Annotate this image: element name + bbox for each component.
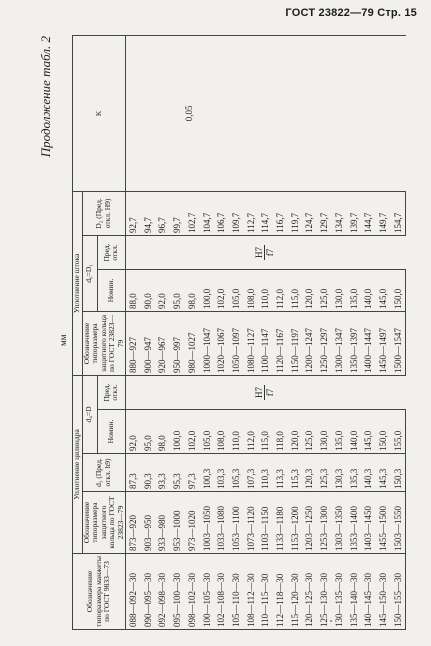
header-rod-ring-designation: Обозначение типоразмера защитного кольца по ГОСТ 23823—79 bbox=[82, 311, 126, 375]
cell-d6-nominal: 98,0 bbox=[185, 269, 200, 311]
cell-d5: 144,7 bbox=[361, 191, 376, 235]
cell-cyl-ring-designation: 953—1000 bbox=[170, 492, 185, 554]
cell-d3: 87,3 bbox=[126, 454, 141, 492]
cell-cyl-ring-designation: 933—980 bbox=[155, 492, 170, 554]
cell-d3: 100,3 bbox=[200, 454, 215, 492]
cell-manzheta-designation: 125—130—30 bbox=[317, 554, 332, 630]
cell-d4-nominal: 92,0 bbox=[126, 410, 141, 454]
cell-d4-nominal: 135,0 bbox=[332, 410, 347, 454]
cell-d6-tolerance bbox=[126, 235, 406, 269]
cell-manzheta-designation: 150—155—30 bbox=[391, 554, 406, 630]
cell-rod-ring-designation: 1500—1547 bbox=[391, 311, 406, 375]
cell-d5: 106,7 bbox=[214, 191, 229, 235]
cell-d5: 149,7 bbox=[376, 191, 391, 235]
cell-rod-ring-designation: 950—997 bbox=[170, 311, 185, 375]
cell-d3: 95,3 bbox=[170, 454, 185, 492]
cell-rod-ring-designation: 900—947 bbox=[141, 311, 156, 375]
cell-d5: 119,7 bbox=[288, 191, 303, 235]
cell-rod-ring-designation: 1050—1097 bbox=[229, 311, 244, 375]
cell-d6-nominal: 150,0 bbox=[391, 269, 406, 311]
cell-d5: 154,7 bbox=[391, 191, 406, 235]
cell-cyl-ring-designation: 1253—1300 bbox=[317, 492, 332, 554]
header-cylinder-group: Уплотнение цилиндра bbox=[73, 375, 83, 553]
cell-cyl-ring-designation: 1073—1120 bbox=[244, 492, 259, 554]
cell-d5: 124,7 bbox=[302, 191, 317, 235]
cell-d5: 129,7 bbox=[317, 191, 332, 235]
cell-manzheta-designation: 112—118—30 bbox=[273, 554, 288, 630]
header-cyl-ring-designation: Обозначение типоразмера защитного кольца по ГОСТ 23823—79 bbox=[82, 492, 126, 554]
header-d6-deviation: Пред. откл. bbox=[97, 235, 125, 269]
cell-d6-nominal: 102,0 bbox=[214, 269, 229, 311]
cell-d4-nominal: 145,0 bbox=[361, 410, 376, 454]
cell-manzheta-designation: 090—095—30 bbox=[141, 554, 156, 630]
cell-d5: 112,7 bbox=[244, 191, 259, 235]
cell-d4-nominal: 100,0 bbox=[170, 410, 185, 454]
cell-cyl-ring-designation: 1455—1500 bbox=[376, 492, 391, 554]
cell-d4-nominal: 102,0 bbox=[185, 410, 200, 454]
cell-k-value: 0,05 bbox=[126, 35, 406, 191]
cell-d3: 113,3 bbox=[273, 454, 288, 492]
cell-d6-nominal: 90,0 bbox=[141, 269, 156, 311]
cell-d5: 109,7 bbox=[229, 191, 244, 235]
cell-d5: 114,7 bbox=[258, 191, 273, 235]
cell-rod-ring-designation: 1450—1497 bbox=[376, 311, 391, 375]
cell-d3: 135,3 bbox=[347, 454, 362, 492]
cell-d4-nominal: 120,0 bbox=[288, 410, 303, 454]
cell-rod-ring-designation: 1300—1347 bbox=[332, 311, 347, 375]
cell-d4-nominal: 130,0 bbox=[317, 410, 332, 454]
cell-d5: 102,7 bbox=[185, 191, 200, 235]
cell-d3: 115,3 bbox=[288, 454, 303, 492]
cell-rod-ring-designation: 1350—1397 bbox=[347, 311, 362, 375]
header-manzheta-designation: Обозначение типоразмера манжеты по ГОСТ 9833—73 bbox=[73, 554, 126, 630]
unit-label: мм bbox=[58, 334, 68, 346]
cell-d4-nominal: 110,0 bbox=[229, 410, 244, 454]
cell-d6-nominal: 92,0 bbox=[155, 269, 170, 311]
cell-manzheta-designation: 100—105—30 bbox=[200, 554, 215, 630]
cell-cyl-ring-designation: 1503—1550 bbox=[391, 492, 406, 554]
cell-d6-nominal: 145,0 bbox=[376, 269, 391, 311]
cell-cyl-ring-designation: 973—1020 bbox=[185, 492, 200, 554]
cell-d3: 93,3 bbox=[155, 454, 170, 492]
cell-rod-ring-designation: 1120—1167 bbox=[273, 311, 288, 375]
cell-rod-ring-designation: 1150—1197 bbox=[288, 311, 303, 375]
cell-d3: 125,3 bbox=[317, 454, 332, 492]
cell-d3: 145,3 bbox=[376, 454, 391, 492]
cell-cyl-ring-designation: 1303—1350 bbox=[332, 492, 347, 554]
cell-d3: 130,3 bbox=[332, 454, 347, 492]
cell-d4-nominal: 150,0 bbox=[376, 410, 391, 454]
cell-manzheta-designation: 140—145—30 bbox=[361, 554, 376, 630]
cell-d6-nominal: 125,0 bbox=[317, 269, 332, 311]
cell-manzheta-designation: 120—125—30 bbox=[302, 554, 317, 630]
cell-cyl-ring-designation: 873—920 bbox=[126, 492, 141, 554]
cell-manzheta-designation: 145—150—30 bbox=[376, 554, 391, 630]
cell-rod-ring-designation: 1080—1127 bbox=[244, 311, 259, 375]
continuation-caption: Продолжение табл. 2 bbox=[38, 36, 53, 158]
cell-d4-nominal: 155,0 bbox=[391, 410, 406, 454]
cell-manzheta-designation: 095—100—30 bbox=[170, 554, 185, 630]
scan-speck bbox=[330, 620, 332, 622]
cell-cyl-ring-designation: 1203—1250 bbox=[302, 492, 317, 554]
cell-d6-nominal: 120,0 bbox=[302, 269, 317, 311]
cell-d4-nominal: 112,0 bbox=[244, 410, 259, 454]
cell-d6-nominal: 130,0 bbox=[332, 269, 347, 311]
cell-cyl-ring-designation: 1403—1450 bbox=[361, 492, 376, 554]
cell-d4-nominal: 98,0 bbox=[155, 410, 170, 454]
cell-d6-nominal: 95,0 bbox=[170, 269, 185, 311]
cell-rod-ring-designation: 1100—1147 bbox=[258, 311, 273, 375]
cell-rod-ring-designation: 1200—1247 bbox=[302, 311, 317, 375]
cell-d4-tolerance bbox=[126, 375, 406, 409]
cell-d6-nominal: 105,0 bbox=[229, 269, 244, 311]
header-d4-nominal: Номин. bbox=[97, 410, 125, 454]
tol-d4-bottom: f7 bbox=[265, 388, 276, 397]
cell-d3: 107,3 bbox=[244, 454, 259, 492]
cell-rod-ring-designation: 1400—1447 bbox=[361, 311, 376, 375]
cell-d6-nominal: 140,0 bbox=[361, 269, 376, 311]
cell-cyl-ring-designation: 903—950 bbox=[141, 492, 156, 554]
cell-d5: 99,7 bbox=[170, 191, 185, 235]
page-header: ГОСТ 23822—79 Стр. 15 bbox=[285, 7, 417, 19]
cell-d4-nominal: 115,0 bbox=[258, 410, 273, 454]
header-d3: d₃ (Пред. откл. h9) bbox=[82, 454, 126, 492]
dimensions-table bbox=[72, 35, 406, 630]
cell-d6-nominal: 100,0 bbox=[200, 269, 215, 311]
tol-d6-top: H7 bbox=[254, 246, 265, 258]
cell-d3: 103,3 bbox=[214, 454, 229, 492]
cell-manzheta-designation: 110—115—30 bbox=[258, 554, 273, 630]
header-d6-group: d₆=D₁ bbox=[82, 235, 97, 311]
header-d6-nominal: Номин. bbox=[97, 269, 125, 311]
header-d4-group: d₄=D bbox=[82, 375, 97, 453]
table-row bbox=[126, 35, 141, 629]
cell-manzheta-designation: 092—098—30 bbox=[155, 554, 170, 630]
header-d5: D₂ (Пред. откл. H9) bbox=[82, 191, 126, 235]
cell-d5: 134,7 bbox=[332, 191, 347, 235]
cell-rod-ring-designation: 880—927 bbox=[126, 311, 141, 375]
cell-d3: 105,3 bbox=[229, 454, 244, 492]
cell-d5: 92,7 bbox=[126, 191, 141, 235]
cell-manzheta-designation: 115—120—30 bbox=[288, 554, 303, 630]
header-k: K bbox=[73, 35, 126, 191]
cell-d3: 97,3 bbox=[185, 454, 200, 492]
cell-rod-ring-designation: 1020—1067 bbox=[214, 311, 229, 375]
cell-d4-nominal: 140,0 bbox=[347, 410, 362, 454]
cell-d4-nominal: 95,0 bbox=[141, 410, 156, 454]
cell-d5: 104,7 bbox=[200, 191, 215, 235]
cell-d3: 120,3 bbox=[302, 454, 317, 492]
cell-d6-nominal: 108,0 bbox=[244, 269, 259, 311]
cell-manzheta-designation: 102—108—30 bbox=[214, 554, 229, 630]
cell-cyl-ring-designation: 1153—1200 bbox=[288, 492, 303, 554]
cell-manzheta-designation: 088—092—30 bbox=[126, 554, 141, 630]
cell-d4-nominal: 105,0 bbox=[200, 410, 215, 454]
cell-d5: 96,7 bbox=[155, 191, 170, 235]
cell-d3: 150,3 bbox=[391, 454, 406, 492]
cell-d6-nominal: 110,0 bbox=[258, 269, 273, 311]
cell-d3: 90,3 bbox=[141, 454, 156, 492]
cell-cyl-ring-designation: 1053—1100 bbox=[229, 492, 244, 554]
cell-manzheta-designation: 105—110—30 bbox=[229, 554, 244, 630]
cell-d5: 116,7 bbox=[273, 191, 288, 235]
cell-d6-nominal: 115,0 bbox=[288, 269, 303, 311]
cell-d3: 140,3 bbox=[361, 454, 376, 492]
cell-d5: 94,7 bbox=[141, 191, 156, 235]
cell-d5: 139,7 bbox=[347, 191, 362, 235]
cell-cyl-ring-designation: 1133—1180 bbox=[273, 492, 288, 554]
cell-d4-nominal: 108,0 bbox=[214, 410, 229, 454]
cell-d4-nominal: 118,0 bbox=[273, 410, 288, 454]
header-rod-group: Уплотнение штока bbox=[73, 191, 83, 375]
cell-cyl-ring-designation: 1033—1080 bbox=[214, 492, 229, 554]
cell-d6-nominal: 135,0 bbox=[347, 269, 362, 311]
cell-rod-ring-designation: 980—1027 bbox=[185, 311, 200, 375]
cell-cyl-ring-designation: 1003—1050 bbox=[200, 492, 215, 554]
cell-manzheta-designation: 108—112—30 bbox=[244, 554, 259, 630]
tol-d4-top: H7 bbox=[254, 386, 265, 398]
cell-rod-ring-designation: 1250—1297 bbox=[317, 311, 332, 375]
cell-d6-nominal: 88,0 bbox=[126, 269, 141, 311]
cell-manzheta-designation: 135—140—30 bbox=[347, 554, 362, 630]
header-d4-deviation: Пред. откл. bbox=[97, 375, 125, 409]
cell-d6-nominal: 112,0 bbox=[273, 269, 288, 311]
rotated-table-sheet bbox=[36, 30, 403, 630]
tol-d6-bottom: f7 bbox=[265, 248, 276, 257]
cell-manzheta-designation: 098—102—30 bbox=[185, 554, 200, 630]
cell-d3: 110,3 bbox=[258, 454, 273, 492]
cell-d4-nominal: 125,0 bbox=[302, 410, 317, 454]
cell-rod-ring-designation: 1000—1047 bbox=[200, 311, 215, 375]
cell-rod-ring-designation: 920—967 bbox=[155, 311, 170, 375]
cell-manzheta-designation: 130—135—30 bbox=[332, 554, 347, 630]
cell-cyl-ring-designation: 1353—1400 bbox=[347, 492, 362, 554]
cell-cyl-ring-designation: 1103—1150 bbox=[258, 492, 273, 554]
